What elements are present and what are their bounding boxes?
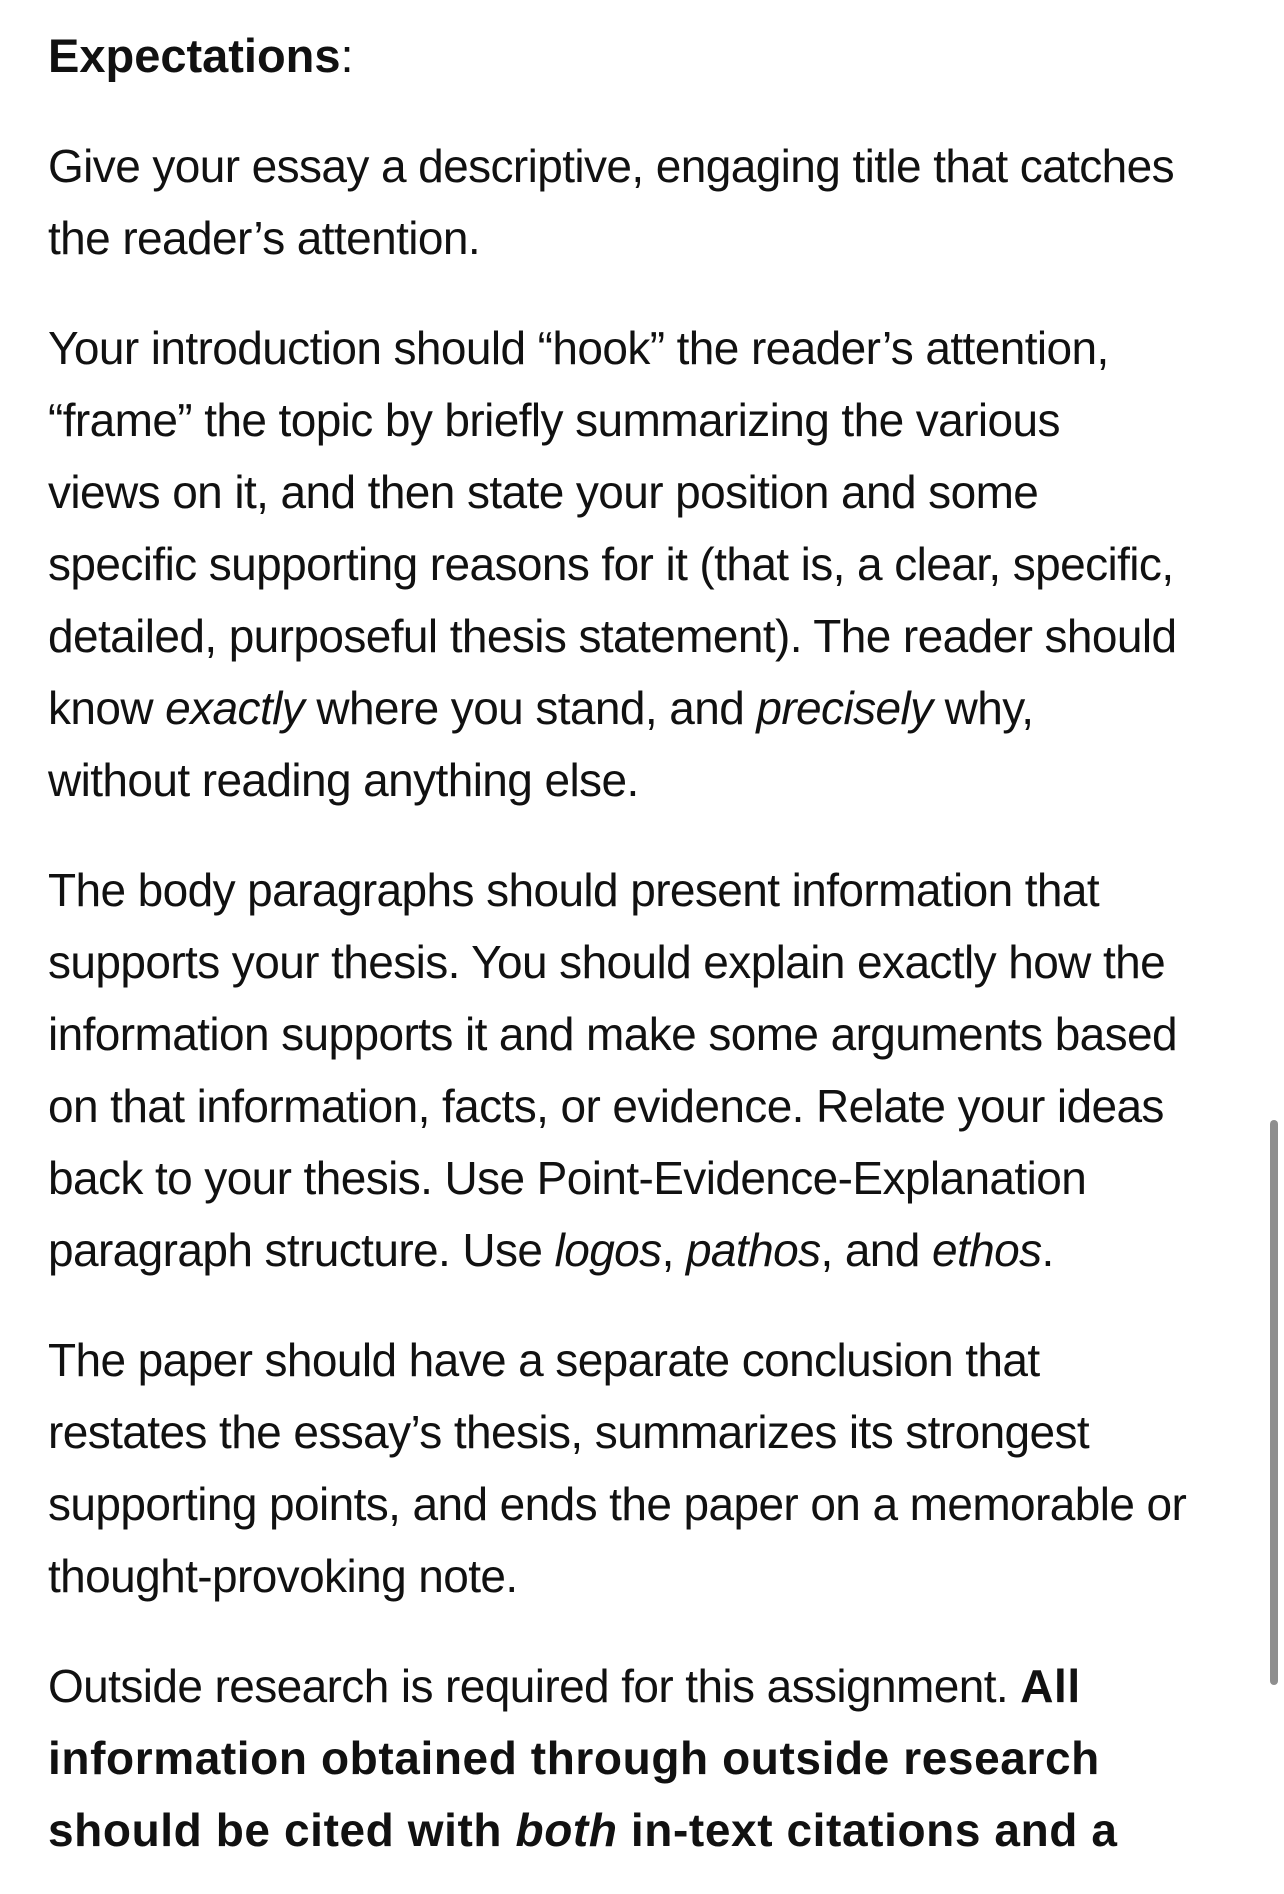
bold-text: information obtained through outside research	[48, 1732, 1100, 1784]
bold-text	[48, 1804, 1118, 1856]
introduction-paragraph-line	[48, 672, 1248, 744]
text-run: where you stand, and	[304, 682, 757, 734]
emphasis-ethos: ethos	[931, 1224, 1042, 1276]
body-paragraph-line: information supports it and make some arguments based	[48, 1008, 1178, 1060]
expectations-heading-label: Expectations	[48, 29, 341, 82]
text-run: should be cited with	[48, 1804, 516, 1856]
title-paragraph	[48, 130, 1248, 274]
emphasis-both: both	[515, 1804, 618, 1856]
text-run: in-text citations and a	[617, 1804, 1118, 1856]
introduction-paragraph-line: without reading anything else.	[48, 754, 639, 806]
text-run: ,	[661, 1224, 686, 1276]
body-paragraph-line: on that information, facts, or evidence. Relate your ideas	[48, 1080, 1164, 1132]
expectations-heading	[48, 20, 1248, 92]
title-paragraph-line: the reader’s attention.	[48, 212, 481, 264]
emphasis-pathos: pathos	[685, 1224, 821, 1276]
conclusion-paragraph-line: thought-provoking note.	[48, 1550, 518, 1602]
body-paragraph	[48, 854, 1248, 1286]
text-run: Outside research is required for this assignment.	[48, 1660, 1021, 1712]
introduction-paragraph-line: “frame” the topic by briefly summarizing the various	[48, 394, 1060, 446]
research-paragraph	[48, 1650, 1248, 1866]
introduction-paragraph-line: detailed, purposeful thesis statement). The reader should	[48, 610, 1177, 662]
text-run: .	[1041, 1224, 1054, 1276]
research-paragraph-line	[48, 1794, 1248, 1866]
research-paragraph-line	[48, 1722, 1248, 1794]
body-paragraph-line: back to your thesis. Use Point-Evidence-Explanation	[48, 1152, 1087, 1204]
text-run: know	[48, 682, 166, 734]
introduction-paragraph-line: views on it, and then state your position and some	[48, 466, 1039, 518]
emphasis-precisely: precisely	[756, 682, 933, 734]
text-run: paragraph structure. Use	[48, 1224, 555, 1276]
vertical-scrollbar-thumb[interactable]	[1270, 1120, 1278, 1685]
introduction-paragraph	[48, 312, 1248, 816]
text-run: , and	[820, 1224, 932, 1276]
expectations-heading-colon: :	[340, 29, 354, 82]
conclusion-paragraph-line: The paper should have a separate conclusion that	[48, 1334, 1040, 1386]
body-paragraph-line	[48, 1214, 1248, 1286]
title-paragraph-line: Give your essay a descriptive, engaging title that catches	[48, 140, 1175, 192]
introduction-paragraph-line: Your introduction should “hook” the reader’s attention,	[48, 322, 1109, 374]
assignment-content	[48, 0, 1248, 1866]
conclusion-paragraph-line: supporting points, and ends the paper on a memorable or	[48, 1478, 1187, 1530]
text-run: why,	[932, 682, 1034, 734]
body-paragraph-line: The body paragraphs should present information that	[48, 864, 1100, 916]
emphasis-logos: logos	[554, 1224, 662, 1276]
conclusion-paragraph	[48, 1324, 1248, 1612]
body-paragraph-line: supports your thesis. You should explain exactly how the	[48, 936, 1166, 988]
introduction-paragraph-line: specific supporting reasons for it (that is, a clear, specific,	[48, 538, 1174, 590]
research-paragraph-line	[48, 1650, 1248, 1722]
conclusion-paragraph-line: restates the essay’s thesis, summarizes its strongest	[48, 1406, 1090, 1458]
bold-text: All	[1020, 1660, 1081, 1712]
emphasis-exactly: exactly	[165, 682, 305, 734]
